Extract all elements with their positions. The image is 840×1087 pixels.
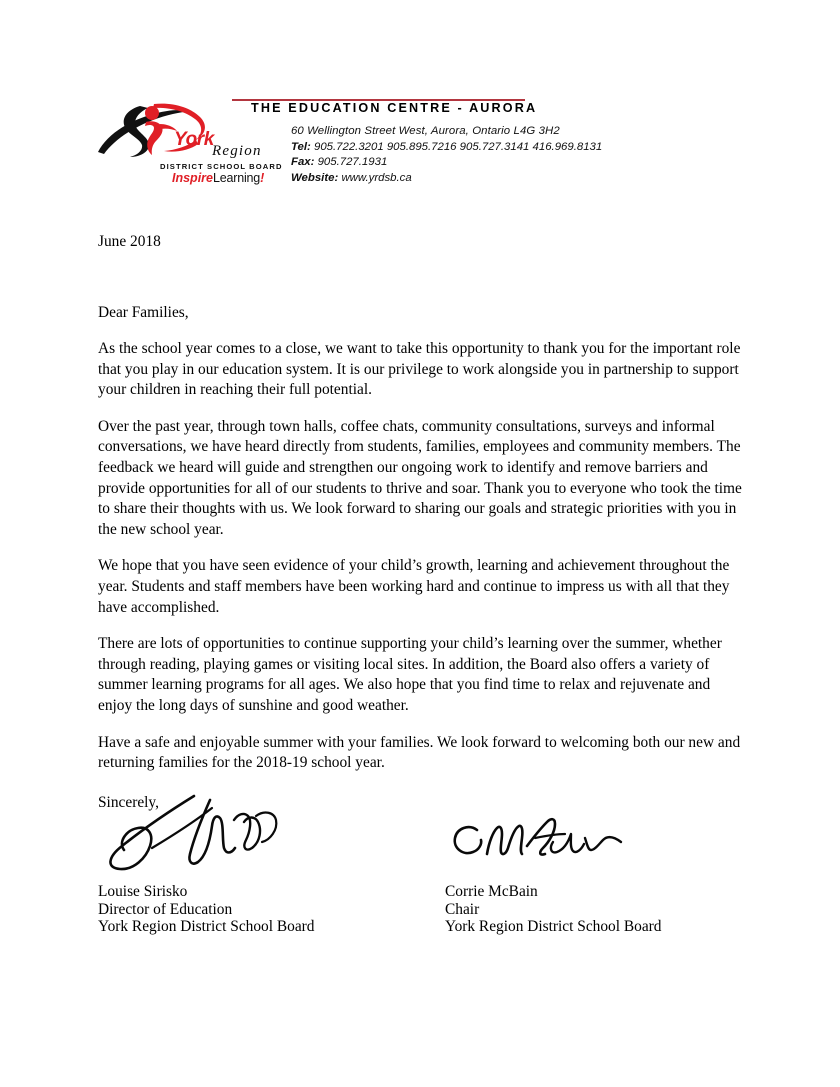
letter-paragraph-5: Have a safe and enjoyable summer with your families. We look forward to welcoming both our new and returning families for the 2018-19 school year. [98,733,741,772]
signer-name: Louise Sirisko [98,883,188,900]
logo-word-region: Region [212,143,262,159]
logo-word-york: York [174,129,214,150]
signature-name-block [445,883,745,936]
logo-wordmark [160,129,283,174]
tagline-exclamation: ! [260,171,265,185]
letterhead-contact-block [291,124,711,186]
signer-role: Chair [445,900,480,918]
tagline-inspire: Inspire [172,171,213,185]
contact-telephone-label: Tel: [291,140,311,153]
signature-area [98,790,743,950]
contact-fax [291,155,711,171]
tagline-learning: Learning [213,171,261,185]
logo-tagline [172,172,264,185]
contact-telephone [291,140,711,156]
signature-block-chair [445,790,745,950]
letterhead-title: THE EDUCATION CENTRE - AURORA [251,101,538,115]
letter-paragraph-2: Over the past year, through town halls, coffee chats, community consultations, surveys and informal conversations, we have heard directly from students, families, employees and community members. The feedback we heard will guide and strengthen our ongoing work to identify and remove barriers and provide opportunities for all of our students to thrive and soar. Thank you to everyone who took the time to share their thoughts with us. We look forward to sharing our goals and strategic priorities with you in the new school year. [98,417,742,538]
handwritten-signature-icon [98,790,338,876]
letter-paragraph-1: As the school year comes to a close, we want to take this opportunity to thank you for the important role that you play in our education system. It is our privilege to work alongside you in partnership to support your children in reaching their full potential. [98,340,741,399]
signature-name-block [98,883,398,936]
signer-role: Director of Education [98,900,233,918]
letter-paragraph-3: We hope that you have seen evidence of your child’s growth, learning and achievement throughout the year. Students and staff members have been working hard and continue to impress us with all that they have accomplished. [98,557,730,616]
contact-fax-value: 905.727.1931 [317,156,388,168]
contact-fax-label: Fax: [291,156,315,168]
letter-date: June 2018 [98,233,161,250]
signature-block-director [98,790,398,950]
letter-paragraph-4: There are lots of opportunities to continue supporting your child’s learning over the summer, whether through reading, playing games or visiting local sites. In addition, the Board also offers a variety of summer learning programs for all ages. We also hope that you find time to relax and rejuvenate and enjoy the long days of sunshine and good weather. [98,635,722,714]
yrdsb-logo [96,100,283,196]
handwritten-signature-icon [449,808,629,872]
signer-organization: York Region District School Board [98,918,315,936]
contact-website-value[interactable]: www.yrdsb.ca [341,171,412,184]
contact-website-label: Website: [291,171,339,184]
signer-name: Corrie McBain [445,883,538,900]
contact-website [291,171,711,187]
letterhead [0,0,840,205]
contact-address: 60 Wellington Street West, Aurora, Ontario L4G 3H2 [291,125,560,137]
letter-closing: Sincerely, [98,793,159,811]
letter-body [98,232,743,813]
signer-organization: York Region District School Board [445,918,662,936]
contact-telephone-value: 905.722.3201 905.895.7216 905.727.3141 416.969.8131 [314,140,603,153]
letter-salutation: Dear Families, [98,304,189,321]
logo-word-district-school-board: DISTRICT SCHOOL BOARD [160,162,283,171]
